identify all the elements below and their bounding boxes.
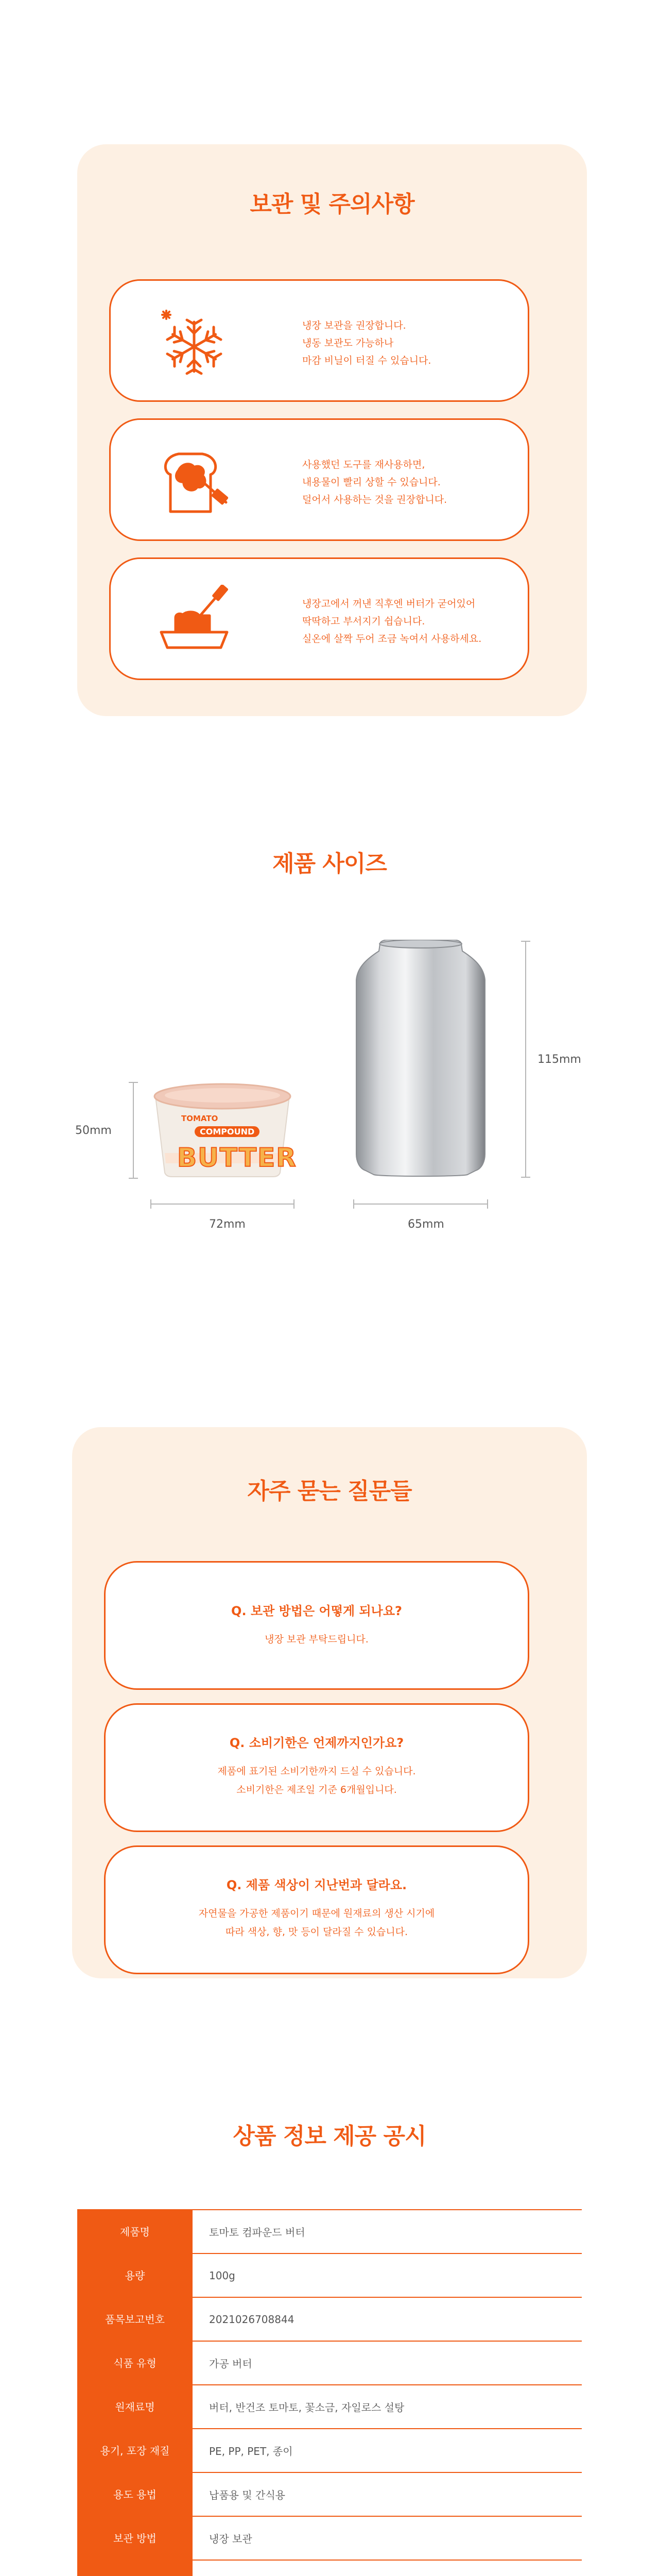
faq-answer-3: 자연물을 가공한 제품이기 때문에 원재료의 생산 시기에 따라 색상, 향, 맛 등이 달라질 수 있습니다. — [198, 1908, 435, 1938]
faq-question-3: Q. 제품 색상이 지난번과 달라요. — [226, 1878, 407, 1892]
faq-title: 자주 묻는 질문들 — [247, 1478, 412, 1504]
bread-spread-icon — [158, 446, 230, 518]
info-title: 상품 정보 제공 공시 — [233, 2123, 426, 2149]
can-height-label: 115mm — [537, 1053, 581, 1066]
caution-label — [77, 2561, 193, 2576]
faq-question-2: Q. 소비기한은 언제까지인가요? — [229, 1736, 404, 1750]
info-row-8: 보관 방법 냉장 보관 — [77, 2517, 582, 2561]
faq-question-1: Q. 보관 방법은 어떻게 되나요? — [231, 1604, 402, 1618]
info-row-7: 용도 용법 납품용 및 간식용 — [77, 2473, 582, 2517]
info-row-3: 품목보고번호 2021026708844 — [77, 2298, 582, 2342]
cup-label-butter: BUTTER — [177, 1143, 297, 1173]
cup-height-line — [133, 1082, 134, 1179]
storage-title: 보관 및 주의사항 — [250, 191, 414, 217]
faq-answer-2: 제품에 표기된 소비기한까지 드실 수 있습니다. 소비기한은 제조일 기준 6개월입니다. — [217, 1766, 416, 1795]
can-width-line — [353, 1204, 488, 1205]
storage-card-3-text: 냉장고에서 꺼낸 직후엔 버터가 굳어있어 딱딱하고 부서지기 쉽습니다. 실온에 살짝 두어 조금 녹여서 사용하세요. — [302, 598, 482, 645]
info-row-6: 용기, 포장 재질 PE, PP, PET, 종이 — [77, 2429, 582, 2473]
faq-item-3 — [104, 1845, 529, 1974]
snowflake-icon — [158, 307, 230, 379]
storage-card-1-text: 냉장 보관을 권장합니다. 냉동 보관도 가능하나 마감 비닐이 터질 수 있습니다. — [302, 320, 431, 366]
cup-height-label: 50mm — [75, 1124, 112, 1137]
info-row-5: 원재료명 버터, 반건조 토마토, 꽃소금, 자일로스 설탕 — [77, 2385, 582, 2429]
storage-card-3 — [109, 557, 529, 680]
faq-item-1 — [104, 1561, 529, 1690]
cup-width-line — [150, 1204, 294, 1205]
cup-label-tomato: TOMATO — [181, 1114, 218, 1123]
aluminum-can-image — [353, 940, 488, 1178]
storage-card-2 — [109, 418, 529, 541]
info-row-4: 식품 유형 가공 버터 — [77, 2342, 582, 2385]
can-width-label: 65mm — [408, 1218, 444, 1231]
cup-width-label: 72mm — [209, 1218, 246, 1231]
info-row-2: 용량 100g — [77, 2254, 582, 2298]
butter-knife-icon — [158, 585, 230, 657]
cup-label-compound: COMPOUND — [195, 1126, 259, 1137]
info-row-1: 제품명 토마토 컴파운드 버터 — [77, 2210, 582, 2254]
faq-item-2 — [104, 1703, 529, 1832]
can-height-line — [525, 941, 526, 1178]
storage-card-2-text: 사용했던 도구를 재사용하면, 내용물이 빨리 상할 수 있습니다. 덜어서 사용하는 것을 권장합니다. — [302, 459, 447, 505]
storage-card-1 — [109, 279, 529, 402]
info-row-caution — [77, 2561, 582, 2576]
size-title: 제품 사이즈 — [272, 851, 387, 877]
storage-panel — [77, 144, 587, 716]
faq-panel — [72, 1427, 587, 1978]
faq-answer-1: 냉장 보관 부탁드립니다. — [265, 1634, 369, 1645]
